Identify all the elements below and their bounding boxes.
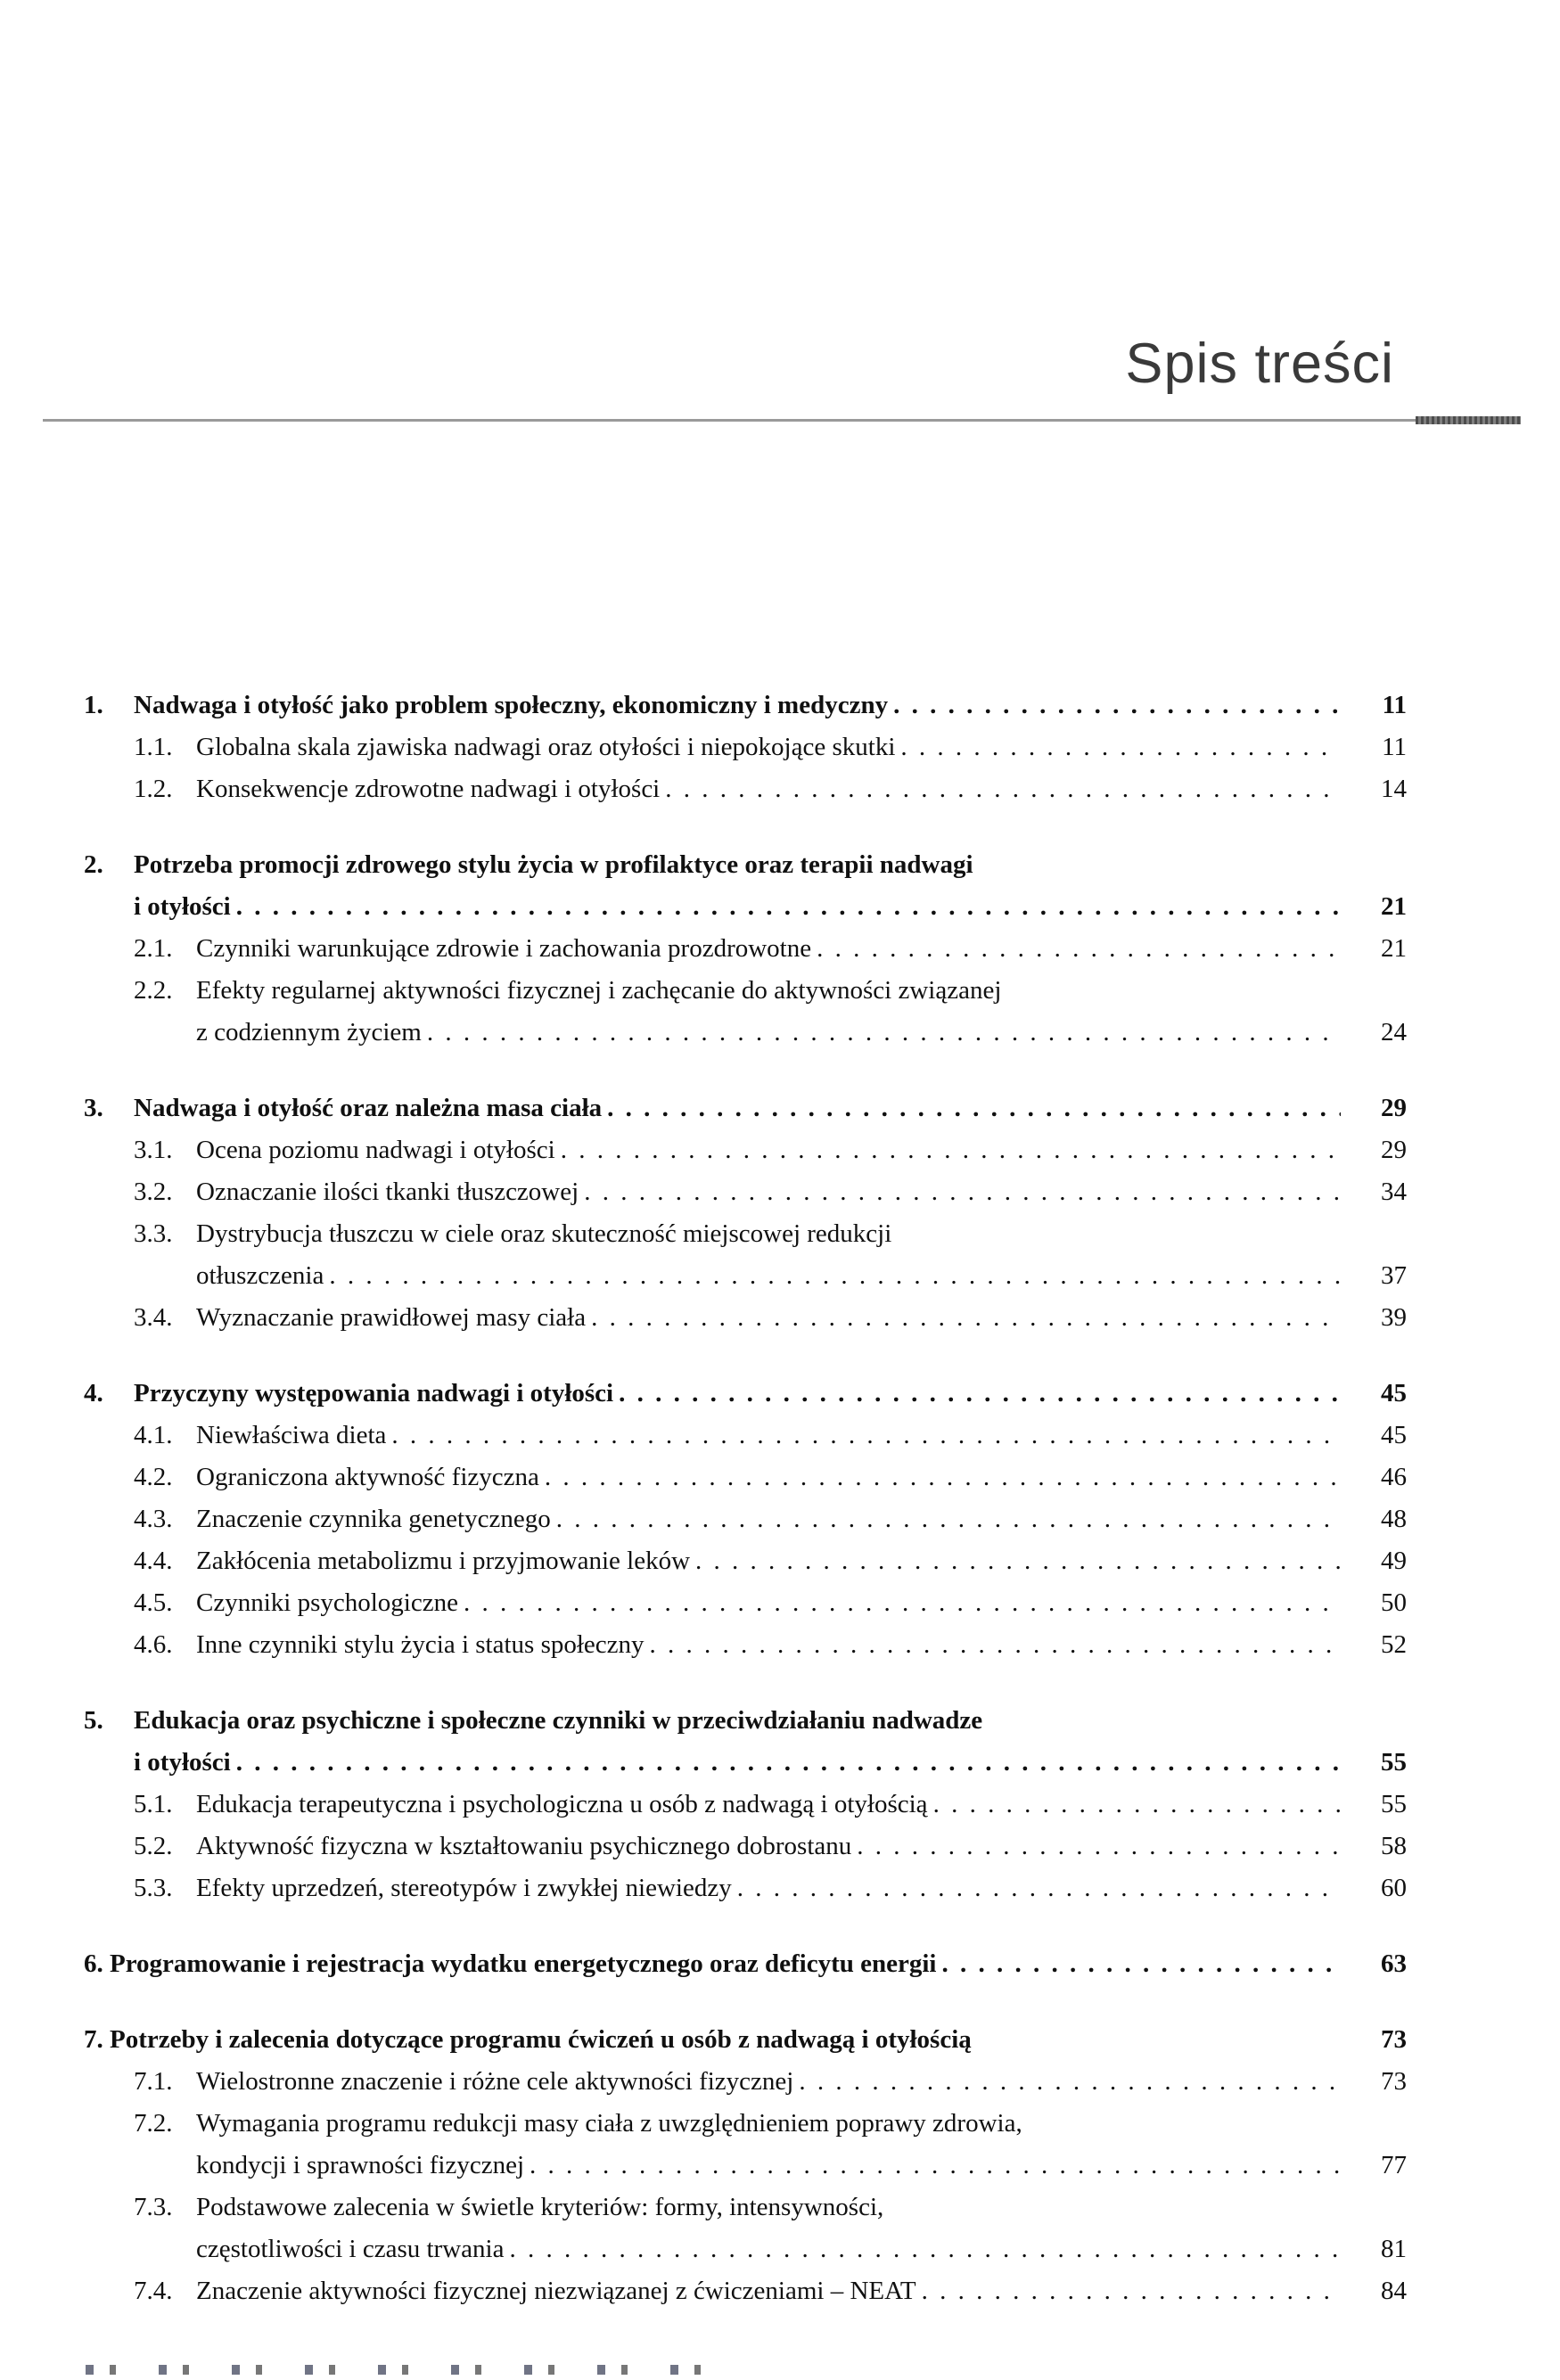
entry-title: kondycji i sprawności fizycznej [196, 2151, 525, 2179]
page-number: 50 [1381, 1588, 1407, 1617]
toc-row [84, 2187, 1407, 2228]
dot-leader [737, 1867, 1341, 1909]
dot-leader [857, 1826, 1341, 1867]
entry-number: 7.2. [134, 2109, 173, 2138]
toc-row [84, 928, 1407, 970]
page-number: 84 [1381, 2277, 1407, 2305]
page-number: 49 [1381, 1547, 1407, 1575]
page-number: 21 [1381, 934, 1407, 963]
entry-number: 3.2. [134, 1178, 173, 1206]
page-number: 37 [1381, 1261, 1407, 1290]
entry-number: 5. [84, 1706, 103, 1735]
entry-title: Potrzeba promocji zdrowego stylu życia w profilaktyce oraz terapii nadwagi [134, 850, 973, 879]
toc-group [84, 1943, 1407, 1985]
entry-title: 6. Programowanie i rejestracja wydatku energetycznego oraz deficytu energii [84, 1949, 937, 1978]
entry-title: Oznaczanie ilości tkanki tłuszczowej [196, 1178, 579, 1206]
entry-number: 1.1. [134, 733, 173, 761]
toc-row [84, 886, 1407, 928]
entry-title: Czynniki warunkujące zdrowie i zachowania prozdrowotne [196, 934, 812, 963]
toc-row [84, 726, 1407, 768]
entry-number: 5.2. [134, 1832, 173, 1860]
dot-leader [561, 1129, 1341, 1171]
dot-leader [464, 1582, 1341, 1624]
entry-title: Podstawowe zalecenia w świetle kryteriów: formy, intensywności, [196, 2193, 884, 2221]
toc-row [84, 1826, 1407, 1867]
dot-leader [893, 685, 1341, 726]
page-number: 14 [1381, 775, 1407, 803]
toc-row [84, 1784, 1407, 1826]
entry-number: 1.2. [134, 775, 173, 803]
entry-number: 2.2. [134, 976, 173, 1005]
entry-title: Aktywność fizyczna w kształtowaniu psychicznego dobrostanu [196, 1832, 852, 1860]
toc-row [84, 1943, 1407, 1985]
entry-title: Znaczenie czynnika genetycznego [196, 1505, 551, 1533]
entry-title: Znaczenie aktywności fizycznej niezwiązanej z ćwiczeniami – NEAT [196, 2277, 916, 2305]
toc-row [84, 685, 1407, 726]
entry-number: 4.6. [134, 1630, 173, 1659]
entry-title: Nadwaga i otyłość jako problem społeczny, ekonomiczny i medyczny [134, 691, 889, 719]
toc-row [84, 1867, 1407, 1909]
page-number: 46 [1381, 1463, 1407, 1491]
entry-title: Czynniki psychologiczne [196, 1588, 458, 1617]
page-number: 29 [1381, 1136, 1407, 1164]
entry-title: Wyznaczanie prawidłowej masy ciała [196, 1303, 587, 1332]
entry-title: Przyczyny występowania nadwagi i otyłości [134, 1379, 614, 1407]
toc-row [84, 970, 1407, 1012]
dot-leader [607, 1087, 1341, 1129]
entry-title: Niewłaściwa dieta [196, 1421, 387, 1449]
toc-row [84, 1297, 1407, 1339]
entry-number: 5.3. [134, 1874, 173, 1902]
entry-number: 7.3. [134, 2193, 173, 2221]
page-number: 24 [1381, 1018, 1407, 1046]
toc-group [84, 1373, 1407, 1666]
toc-row [84, 1742, 1407, 1784]
entry-title: Globalna skala zjawiska nadwagi oraz otyłości i niepokojące skutki [196, 733, 896, 761]
entry-number: 4.5. [134, 1588, 173, 1617]
toc-row [84, 1129, 1407, 1171]
page-number: 63 [1381, 1949, 1407, 1978]
page-number: 29 [1381, 1094, 1407, 1122]
toc-group [84, 1087, 1407, 1339]
page-number: 45 [1381, 1379, 1407, 1407]
page-number: 39 [1381, 1303, 1407, 1332]
entry-number: 4.2. [134, 1463, 173, 1491]
page-number: 55 [1381, 1790, 1407, 1818]
dot-leader [619, 1373, 1341, 1415]
dot-leader [933, 1784, 1341, 1826]
entry-number: 7.4. [134, 2277, 173, 2305]
page-number: 58 [1381, 1832, 1407, 1860]
page-number: 52 [1381, 1630, 1407, 1659]
toc-row [84, 1624, 1407, 1666]
entry-title: Efekty uprzedzeń, stereotypów i zwykłej niewiedzy [196, 1874, 732, 1902]
page-number: 34 [1381, 1178, 1407, 1206]
entry-title: Ocena poziomu nadwagi i otyłości [196, 1136, 555, 1164]
entry-title: 7. Potrzeby i zalecenia dotyczące programu ćwiczeń u osób z nadwagą i otyłością [84, 2025, 972, 2054]
dot-leader [236, 1742, 1341, 1784]
toc-group [84, 2019, 1407, 2312]
page-number: 55 [1381, 1748, 1407, 1777]
entry-title: i otyłości [134, 1748, 231, 1777]
entry-number: 3.3. [134, 1219, 173, 1248]
entry-title: częstotliwości i czasu trwania [196, 2235, 505, 2263]
toc-group [84, 685, 1407, 810]
entry-number: 4.3. [134, 1505, 173, 1533]
dot-leader [584, 1171, 1341, 1213]
entry-number: 7.1. [134, 2067, 173, 2096]
toc-row [84, 2145, 1407, 2187]
toc-row [84, 1582, 1407, 1624]
page-number: 48 [1381, 1505, 1407, 1533]
toc-row [84, 1373, 1407, 1415]
page-number: 73 [1381, 2025, 1407, 2054]
dot-leader [556, 1498, 1341, 1540]
entry-number: 1. [84, 691, 103, 719]
entry-number: 3. [84, 1094, 103, 1122]
dot-leader [900, 726, 1341, 768]
toc-row [84, 1415, 1407, 1457]
entry-title: Wymagania programu redukcji masy ciała z uwzględnieniem poprawy zdrowia, [196, 2109, 1022, 2138]
toc-group [84, 1700, 1407, 1909]
toc-row [84, 1087, 1407, 1129]
page-number: 73 [1381, 2067, 1407, 2096]
dot-leader [941, 1943, 1341, 1985]
entry-title: i otyłości [134, 892, 231, 921]
page-number: 77 [1381, 2151, 1407, 2179]
toc-row [84, 2228, 1407, 2270]
entry-title: Zakłócenia metabolizmu i przyjmowanie leków [196, 1547, 691, 1575]
entry-title: Dystrybucja tłuszczu w ciele oraz skuteczność miejscowej redukcji [196, 1219, 892, 1248]
dot-leader [665, 768, 1341, 810]
page-bottom-cut-artifact [86, 2365, 710, 2375]
toc-row [84, 2061, 1407, 2103]
entry-title: z codziennym życiem [196, 1018, 422, 1046]
dot-leader [329, 1255, 1341, 1297]
entry-number: 3.1. [134, 1136, 173, 1164]
entry-number: 2. [84, 850, 103, 879]
dot-leader [591, 1297, 1341, 1339]
toc-row [84, 844, 1407, 886]
dot-leader [427, 1012, 1341, 1054]
entry-title: Inne czynniki stylu życia i status społeczny [196, 1630, 645, 1659]
title-rule [43, 419, 1521, 422]
entry-number: 4. [84, 1379, 103, 1407]
dot-leader [509, 2228, 1341, 2270]
entry-number: 5.1. [134, 1790, 173, 1818]
title-rule-dark-end [1416, 416, 1521, 424]
entry-title: Edukacja oraz psychiczne i społeczne czynniki w przeciwdziałaniu nadwadze [134, 1706, 983, 1735]
dot-leader [530, 2145, 1341, 2187]
dot-leader [650, 1624, 1341, 1666]
entry-title: Wielostronne znaczenie i różne cele aktywności fizycznej [196, 2067, 794, 2096]
toc-row [84, 1540, 1407, 1582]
entry-title: Nadwaga i otyłość oraz należna masa ciała [134, 1094, 603, 1122]
entry-title: otłuszczenia [196, 1261, 324, 1290]
dot-leader [799, 2061, 1341, 2103]
toc-row [84, 1255, 1407, 1297]
toc-row [84, 1700, 1407, 1742]
entry-number: 4.4. [134, 1547, 173, 1575]
dot-leader [545, 1457, 1341, 1498]
page-number: 11 [1382, 733, 1407, 761]
page-number: 60 [1381, 1874, 1407, 1902]
entry-number: 3.4. [134, 1303, 173, 1332]
page-number: 81 [1381, 2235, 1407, 2263]
toc-row [84, 1498, 1407, 1540]
toc-row [84, 1457, 1407, 1498]
entry-title: Ograniczona aktywność fizyczna [196, 1463, 539, 1491]
entry-title: Konsekwencje zdrowotne nadwagi i otyłości [196, 775, 661, 803]
toc-row [84, 1012, 1407, 1054]
page-number: 11 [1382, 691, 1407, 719]
dot-leader [695, 1540, 1341, 1582]
dot-leader [391, 1415, 1341, 1457]
toc-row [84, 2019, 1407, 2061]
entry-number: 4.1. [134, 1421, 173, 1449]
entry-title: Efekty regularnej aktywności fizycznej i zachęcanie do aktywności związanej [196, 976, 1002, 1005]
toc-row [84, 2103, 1407, 2145]
toc-row [84, 1213, 1407, 1255]
page-number: 21 [1381, 892, 1407, 921]
toc-group [84, 844, 1407, 1054]
toc-row [84, 2270, 1407, 2312]
entry-number: 2.1. [134, 934, 173, 963]
toc-row [84, 1171, 1407, 1213]
dot-leader [817, 928, 1341, 970]
toc-row [84, 768, 1407, 810]
dot-leader [922, 2270, 1341, 2312]
table-of-contents [84, 685, 1407, 2346]
page-title: Spis treści [1125, 332, 1394, 395]
entry-title: Edukacja terapeutyczna i psychologiczna u osób z nadwagą i otyłością [196, 1790, 928, 1818]
dot-leader [236, 886, 1341, 928]
page-number: 45 [1381, 1421, 1407, 1449]
